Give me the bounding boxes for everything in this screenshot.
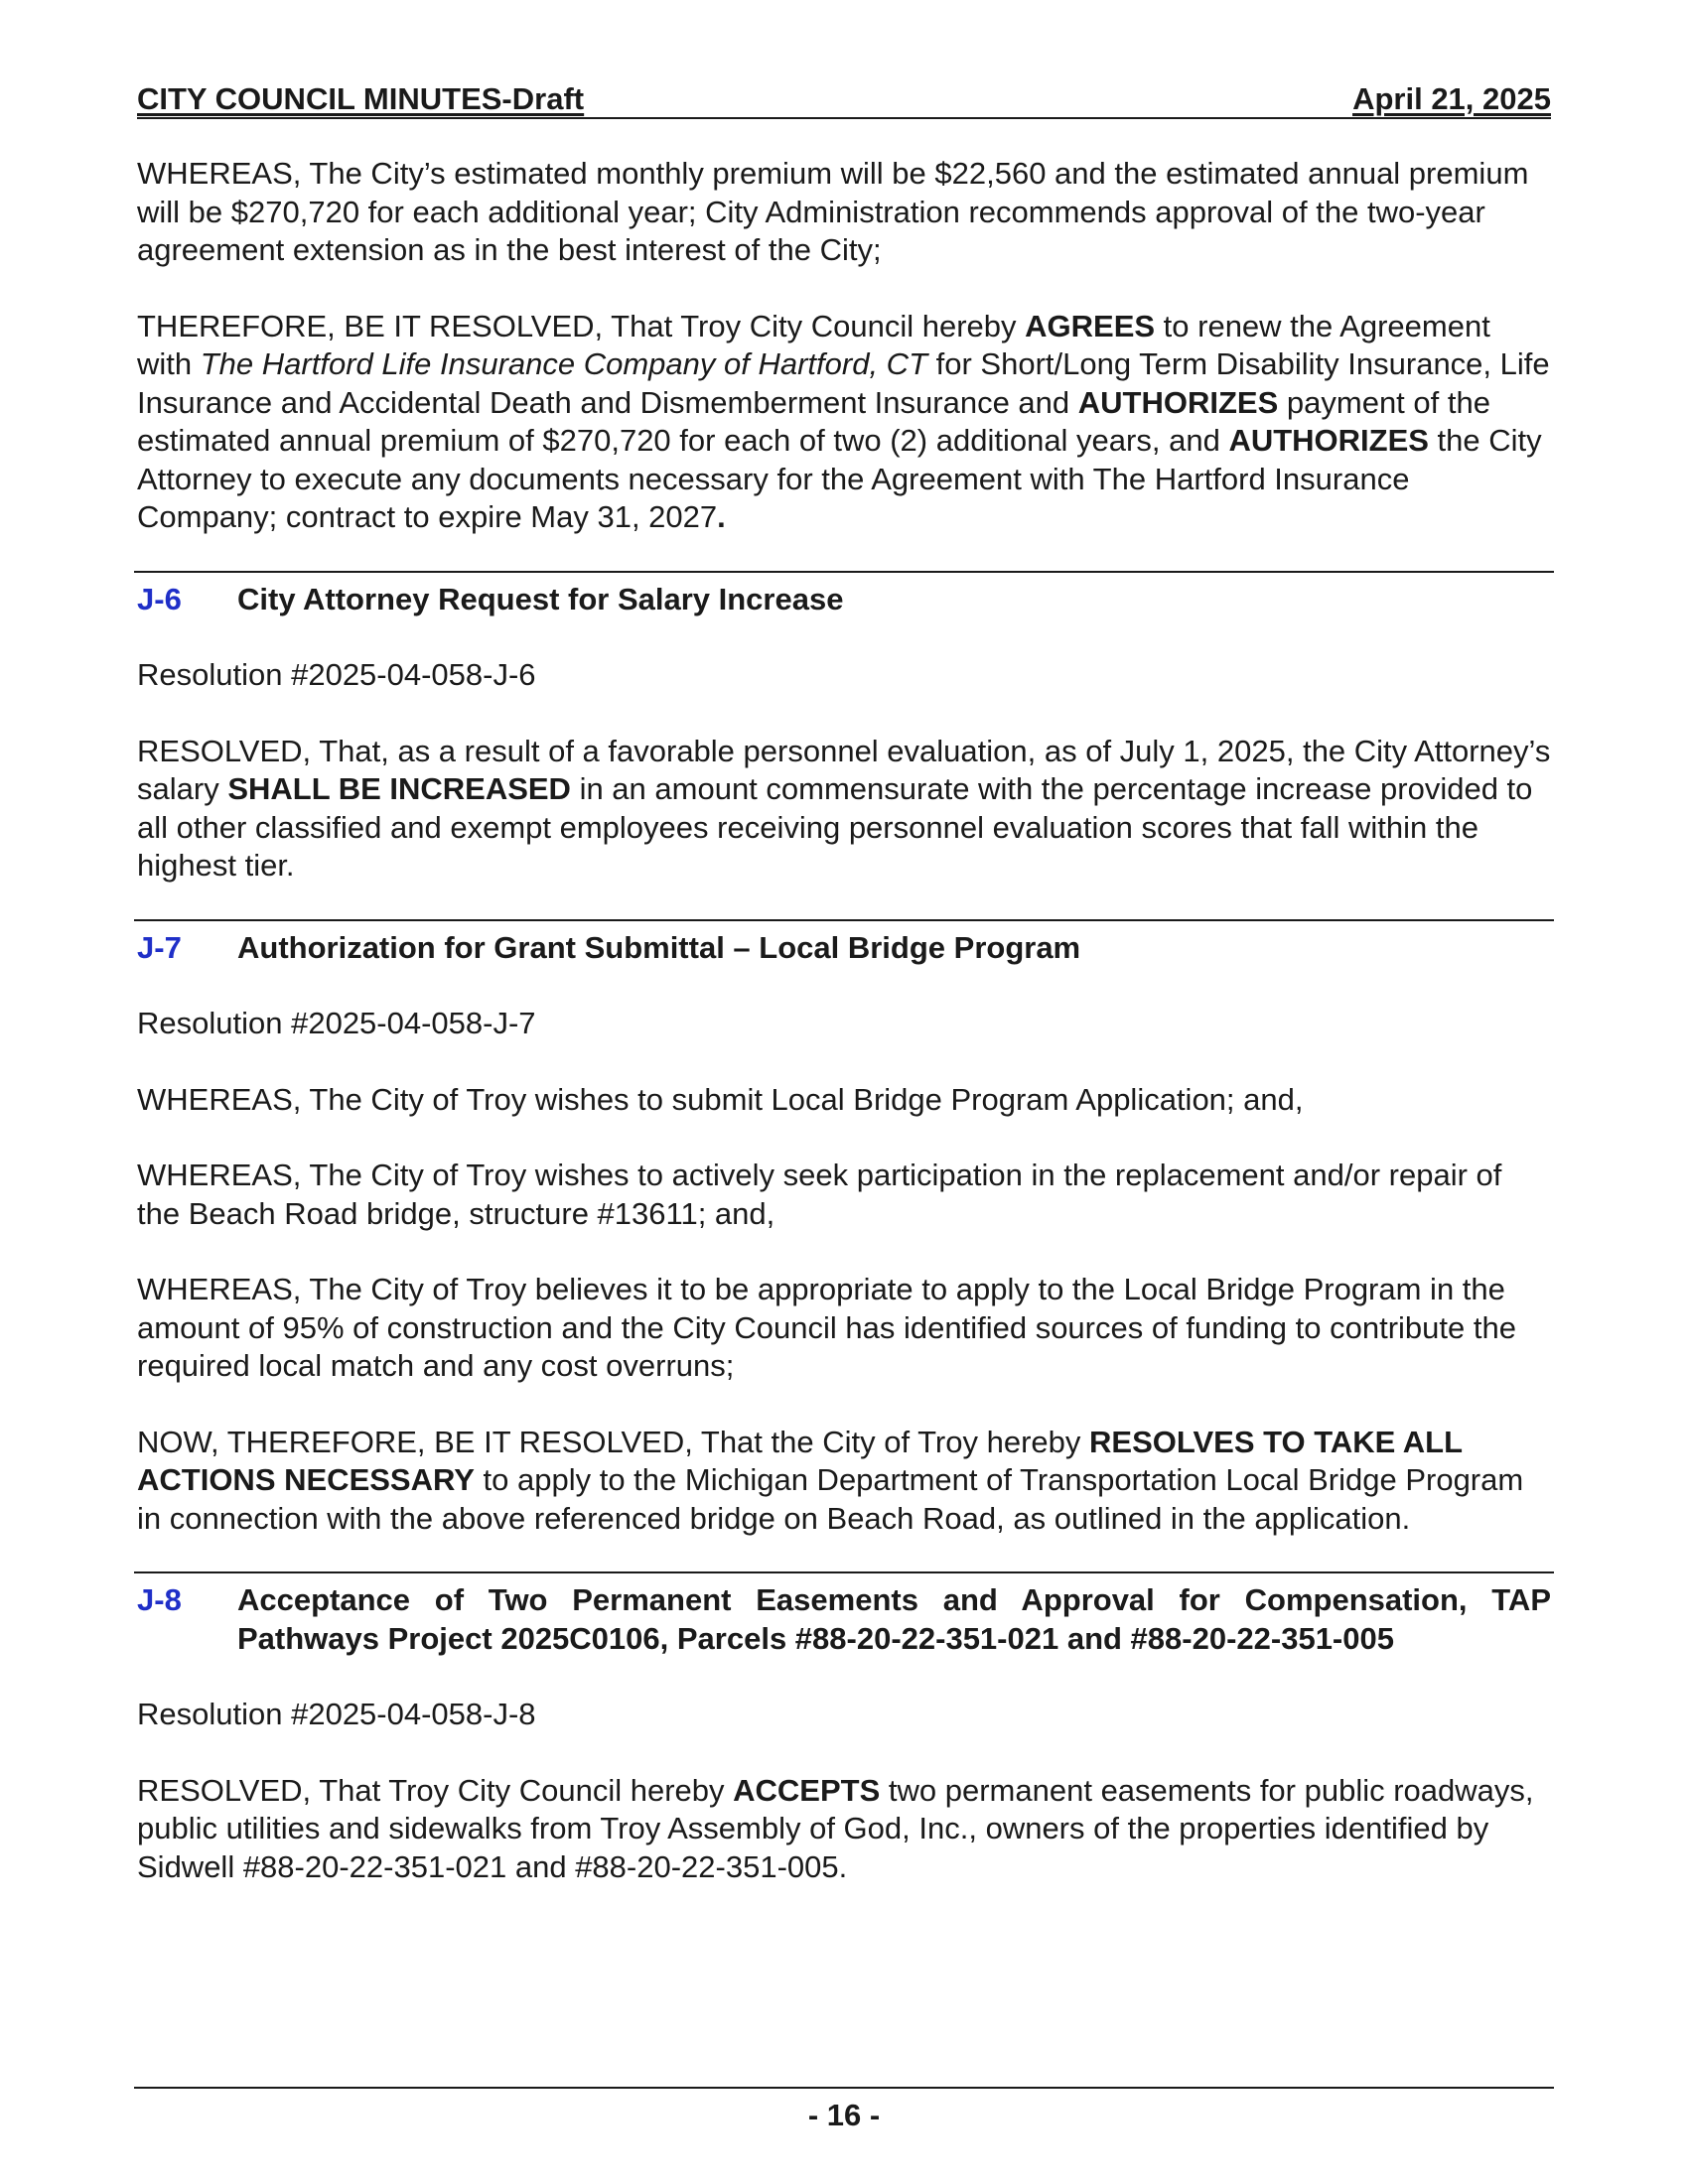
text-run: RESOLVED, That, as a result of a favorable personnel evaluation, as of July 1, 2025, the City Attorney’s salary xyxy=(137,733,1551,806)
text-run: payment of the estimated annual premium of $270,720 for each of two (2) additional years, and xyxy=(137,384,1490,458)
whereas-premium-paragraph: WHEREAS, The City’s estimated monthly premium will be $22,560 and the estimated annual premium will be $270,720 for each additional year; City Administration recommends approval of the two-year agreement extension as in the best interest of the City; xyxy=(137,156,1529,267)
bold-run: ACCEPTS xyxy=(733,1772,881,1808)
whereas-paragraph: WHEREAS, The City of Troy believes it to be appropriate to apply to the Local Bridge Program in the amount of 95% of construction and the City Council has identified sources of funding to contribute the required local match and any cost overruns; xyxy=(137,1272,1516,1383)
resolved-paragraph-j6 xyxy=(137,733,1551,886)
document-page xyxy=(137,77,1551,1886)
section-heading-j8 xyxy=(137,1573,1551,1658)
section-number: J-8 xyxy=(137,1582,182,1617)
section-heading-j7 xyxy=(137,921,1551,968)
text-run: THEREFORE, BE IT RESOLVED, That Troy City Council hereby xyxy=(137,308,1026,343)
resolution-number: Resolution #2025-04-058-J-7 xyxy=(137,1006,536,1040)
whereas-paragraph: WHEREAS, The City of Troy wishes to actively seek participation in the replacement and/or repair of the Beach Road bridge, structure #13611; and, xyxy=(137,1158,1502,1231)
page-number: - 16 - xyxy=(807,2098,881,2132)
page-header xyxy=(137,77,1551,119)
text-run: in an amount commensurate with the percentage increase provided to all other classified and exempt employees receiving personnel evaluation scores that fall within the highest tier. xyxy=(137,771,1533,883)
text-run: RESOLVED, That Troy City Council hereby xyxy=(137,1772,734,1808)
header-date: April 21, 2025 xyxy=(1352,81,1551,116)
section-heading-j6 xyxy=(137,573,1551,619)
bold-run: AUTHORIZES xyxy=(1228,423,1429,458)
text-run: to apply to the Michigan Department of Transportation Local Bridge Program in connection with the above referenced bridge on Beach Road, as outlined in the application. xyxy=(137,1462,1524,1536)
bold-run: RESOLVES TO TAKE ALL ACTIONS NECESSARY xyxy=(137,1424,1463,1497)
header-title: CITY COUNCIL MINUTES-Draft xyxy=(137,81,585,116)
bold-run: AUTHORIZES xyxy=(1077,384,1279,420)
resolved-paragraph-j8 xyxy=(137,1772,1551,1887)
section-number: J-7 xyxy=(137,929,182,965)
whereas-paragraph: WHEREAS, The City of Troy wishes to submit Local Bridge Program Application; and, xyxy=(137,1081,1304,1117)
text-run: for Short/Long Term Disability Insurance, Life Insurance and Accidental Death and Dismemberment Insurance and xyxy=(137,346,1550,420)
text-run: the City Attorney to execute any documents necessary for the Agreement with The Hartford Insurance Company; contract to expire May 31, 2027 xyxy=(137,423,1542,534)
text-run: NOW, THEREFORE, BE IT RESOLVED, That the City of Troy hereby xyxy=(137,1424,1090,1459)
text-run: two permanent easements for public roadways, public utilities and sidewalks from Troy Assembly of God, Inc., owners of the properties identified by Sidwell #88-20-22-351-021 and #88-20-22-351-005. xyxy=(137,1772,1534,1884)
page-footer xyxy=(134,2087,1554,2134)
resolution-number: Resolution #2025-04-058-J-8 xyxy=(137,1697,536,1731)
section-title: City Attorney Request for Salary Increase xyxy=(237,581,844,616)
bold-run: . xyxy=(717,499,726,534)
now-therefore-paragraph-j7 xyxy=(137,1424,1551,1539)
section-title: Authorization for Grant Submittal – Local Bridge Program xyxy=(237,929,1081,965)
bold-run: SHALL BE INCREASED xyxy=(227,771,571,806)
text-run: to renew the Agreement with xyxy=(137,308,1490,381)
therefore-resolved-paragraph xyxy=(137,308,1551,537)
section-title: Acceptance of Two Permanent Easements and Approval for Compensation, TAP Pathways Project 2025C0106, Parcels #88-20-22-351-021 and #88-20-22-351-005 xyxy=(237,1582,1551,1656)
italic-run: The Hartford Life Insurance Company of Hartford, CT xyxy=(200,346,928,381)
section-number: J-6 xyxy=(137,581,182,616)
resolution-number: Resolution #2025-04-058-J-6 xyxy=(137,657,536,692)
bold-run: AGREES xyxy=(1025,308,1156,343)
